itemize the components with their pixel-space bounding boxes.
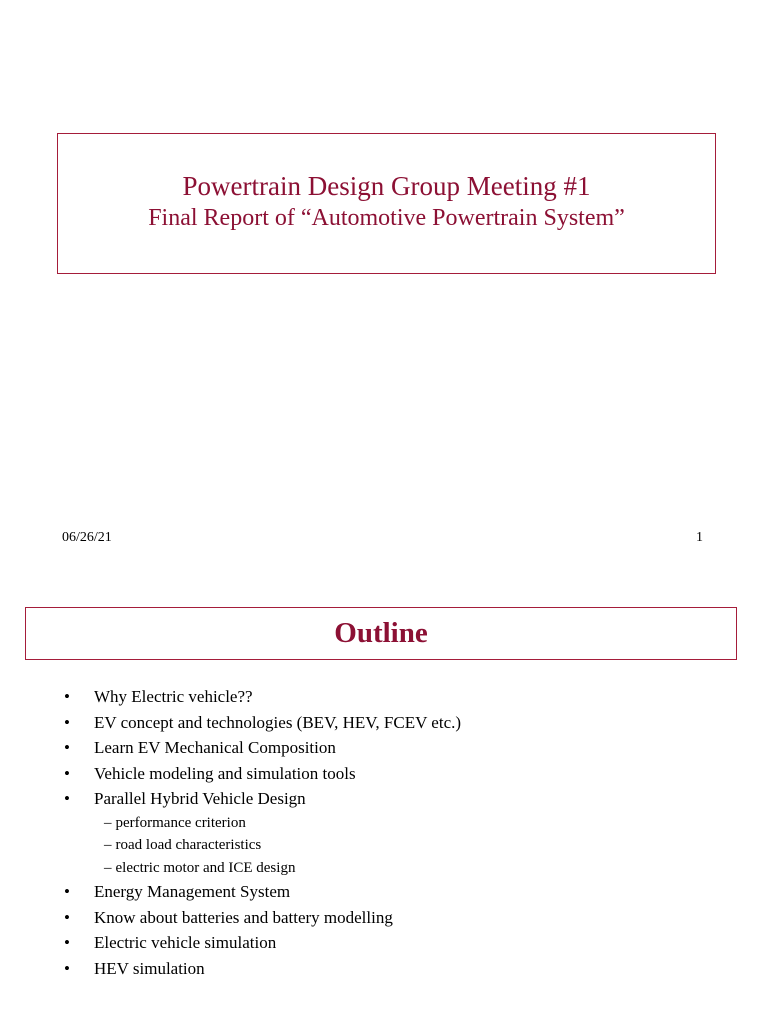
list-item [64,761,744,787]
bullet-text: EV concept and technologies (BEV, HEV, FCEV etc.) [94,712,462,732]
sub-bullet-text: performance criterion [115,814,246,831]
dash-icon: – [104,814,112,831]
bullet-icon: • [64,907,70,927]
list-item [64,786,744,812]
bullet-text: Why Electric vehicle?? [94,687,253,706]
sub-list-item [64,812,744,835]
sub-list-item [64,834,744,857]
list-item [64,710,744,736]
dash-icon: – [104,859,112,876]
bullet-text: Electric vehicle simulation [94,933,277,952]
bullet-text: Know about batteries and battery modelling [94,907,393,927]
bullet-text: Parallel Hybrid Vehicle Design [94,789,306,808]
sub-bullet-text: electric motor and ICE design [115,859,296,876]
bullet-icon: • [64,763,70,783]
bullet-list [64,684,744,981]
list-item [64,930,744,956]
sub-list-item [64,857,744,880]
page-number: 1 [696,530,703,545]
list-item [64,879,744,905]
bullet-icon: • [64,738,70,757]
title-box [57,133,716,274]
dash-icon: – [104,837,112,853]
list-item [64,956,744,982]
slide-subtitle: Final Report of “Automotive Powertrain System” [148,204,625,231]
sub-bullet-text: road load characteristics [115,837,262,853]
outline-title: Outline [334,617,428,649]
bullet-text: Energy Management System [94,882,291,901]
bullet-text: Learn EV Mechanical Composition [94,738,336,757]
list-item [64,684,744,710]
slide-date: 06/26/21 [62,530,112,545]
bullet-text: Vehicle modeling and simulation tools [94,763,356,783]
list-item [64,905,744,931]
bullet-icon: • [64,958,70,978]
bullet-icon: • [64,882,70,901]
bullet-text: HEV simulation [94,958,205,978]
slide-title: Powertrain Design Group Meeting #1 [182,170,591,201]
bullet-icon: • [64,687,70,706]
bullet-icon: • [64,933,70,952]
list-item [64,735,744,761]
bullet-icon: • [64,789,70,808]
outline-title-box [25,607,737,660]
bullet-icon: • [64,712,70,732]
